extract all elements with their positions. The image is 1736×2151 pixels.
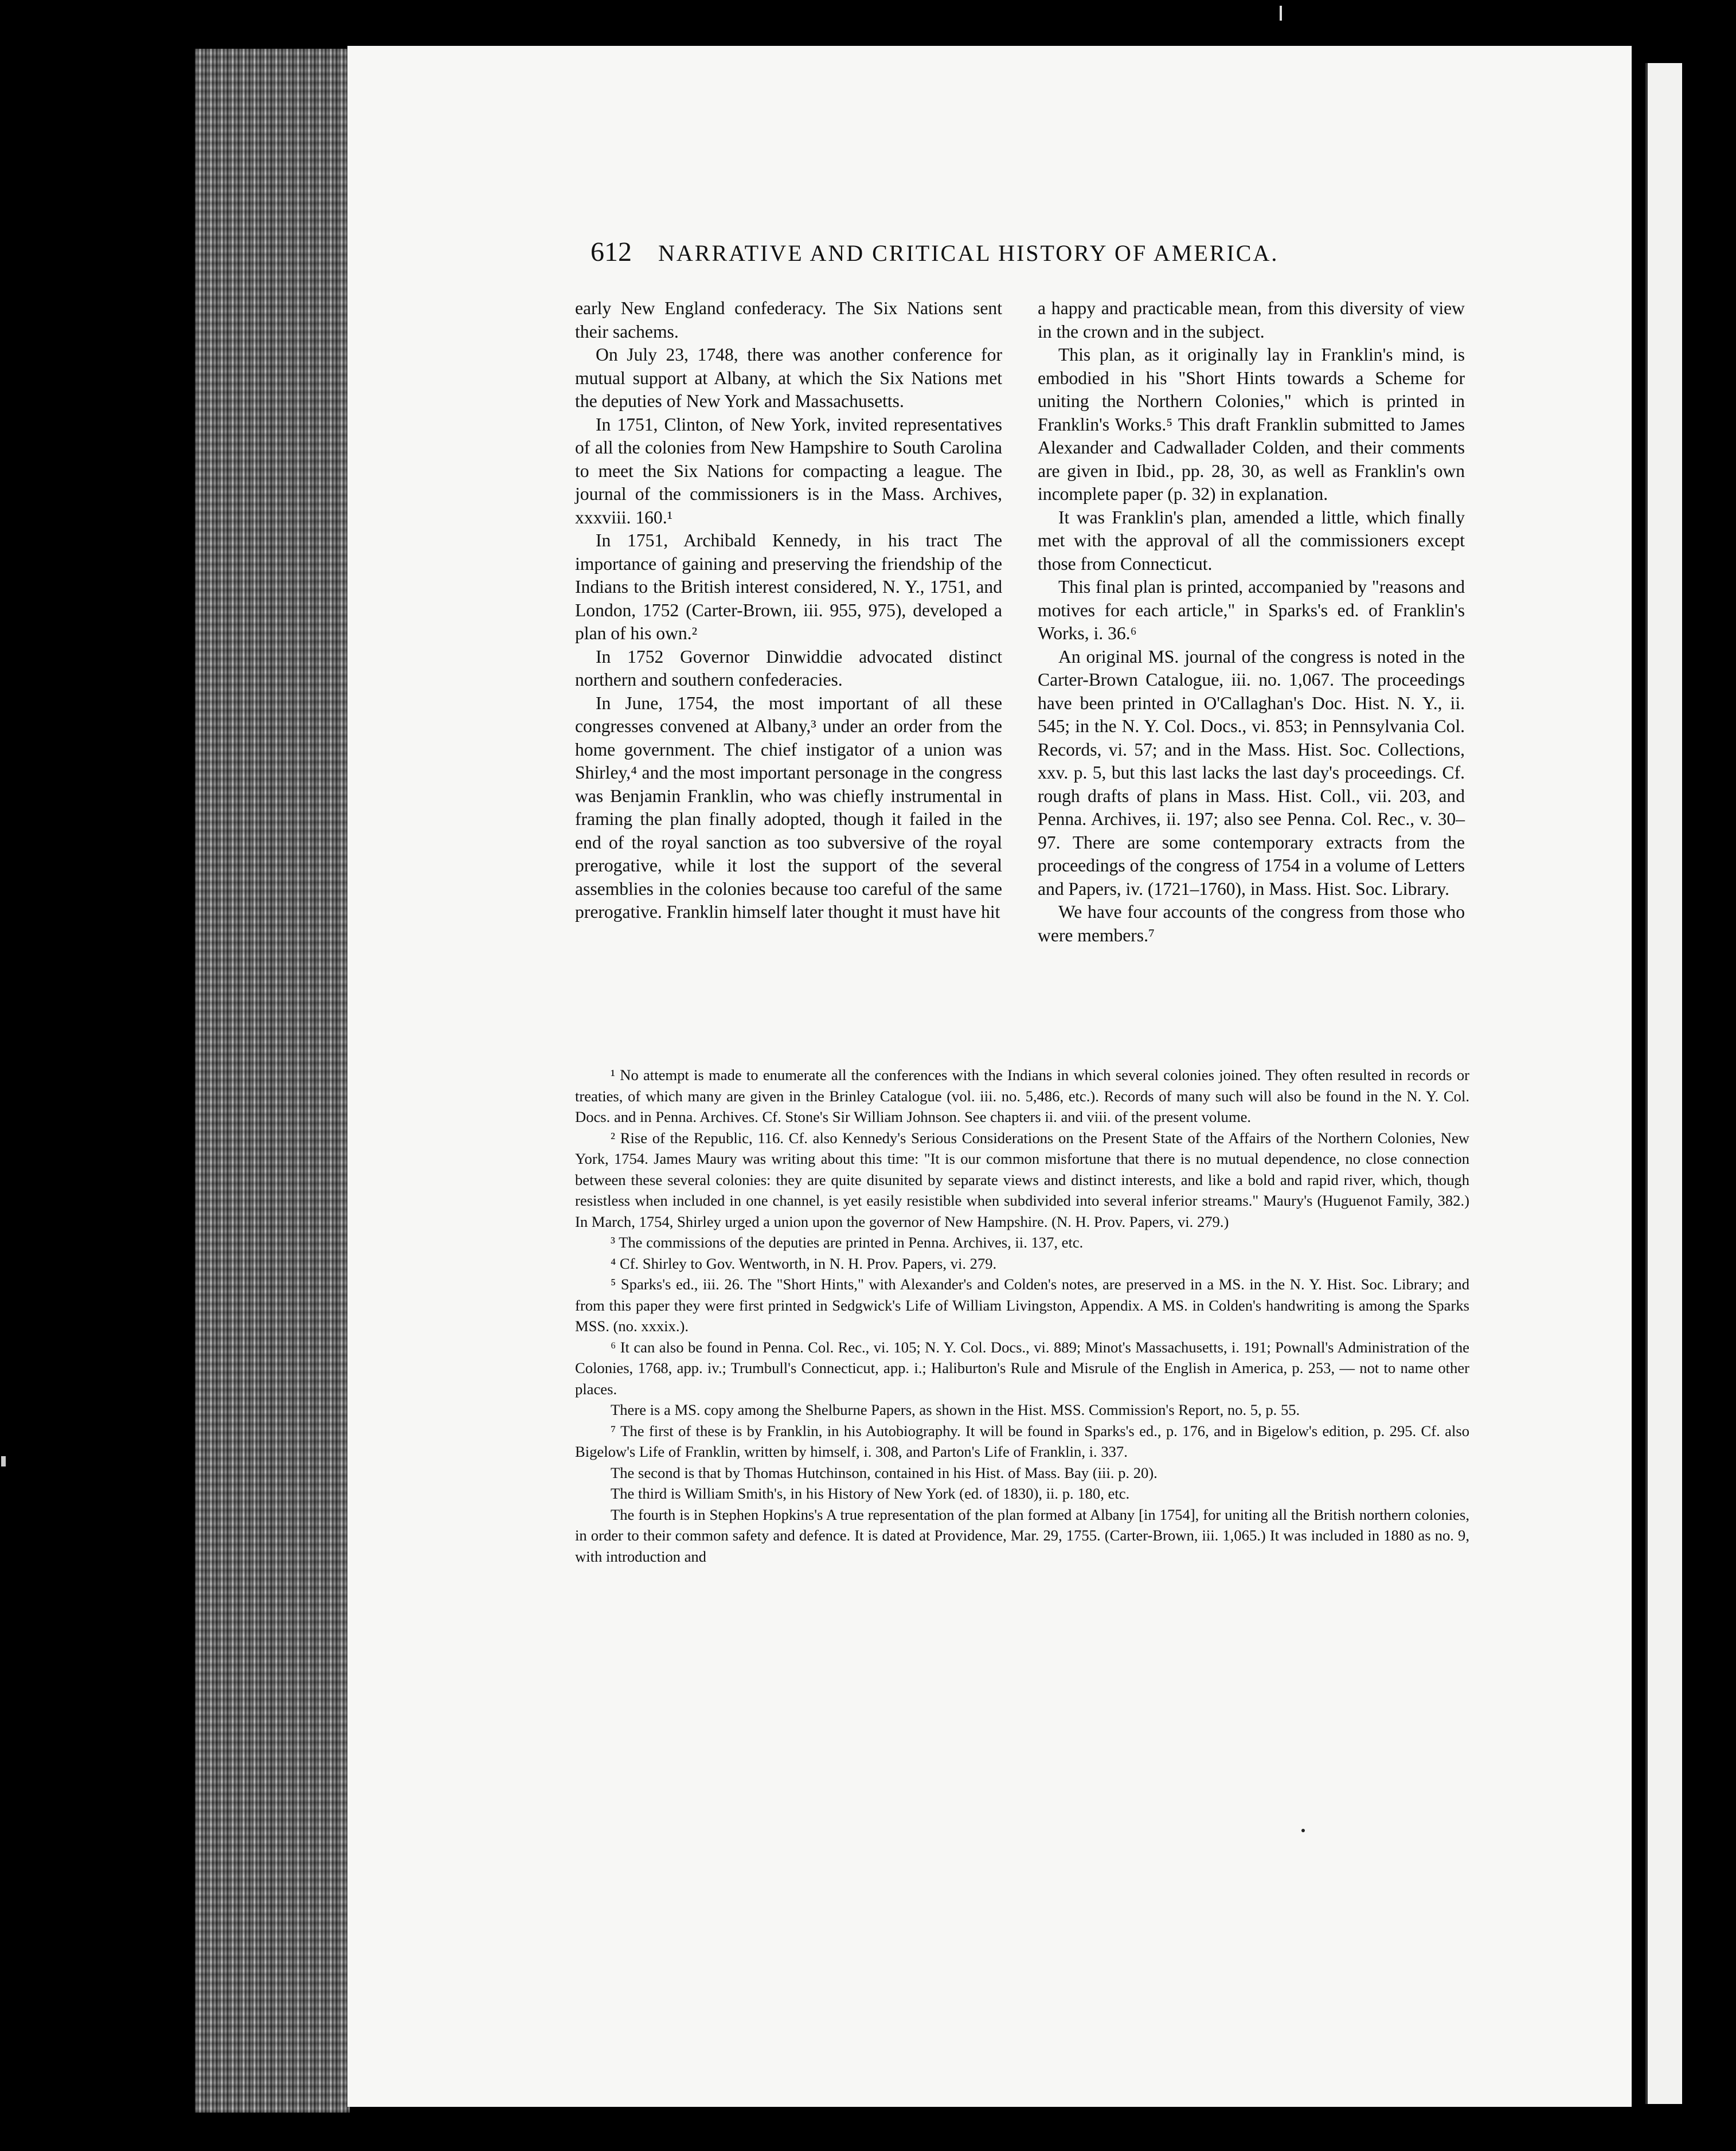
footnote: The third is William Smith's, in his History of New York (ed. of 1830), ii. p. 180, etc.: [611, 1485, 1130, 1502]
paragraph: early New England confederacy. The Six Nations sent their sachems.: [575, 298, 1002, 342]
paragraph: a happy and practicable mean, from this diversity of view in the crown and in the subject.: [1038, 298, 1465, 342]
paragraph: It was Franklin's plan, amended a little, which finally met with the approval of all the commissioners except those from Connecticut.: [1038, 507, 1465, 574]
facing-page-edge: [1645, 63, 1682, 2104]
book-page-edges: [195, 49, 350, 2113]
paragraph: In June, 1754, the most important of all these congresses convened at Albany,³ under an order from the home government. The chief instigator of a union was Shirley,⁴ and the most important personage in the congress was Benjamin Franklin, who was chiefly instrumental in framing the plan finally adopted, though it failed in the end of the royal sanction as too subversive of the royal prerogative, while it lost the support of the several assemblies in the colonies because too careful of the same prerogative. Franklin himself later thought it must have hit: [575, 693, 1002, 922]
footnote: ⁶ It can also be found in Penna. Col. Rec., vi. 105; N. Y. Col. Docs., vi. 889; Minot's Massachusetts, i. 191; Pownall's Administration of the Colonies, 1768, app. iv.; Trumbull's Connecticut, app. i.; Haliburton's Rule and Misrule of the English in America, p. 253, — not to name other places.: [575, 1338, 1469, 1398]
footnote: ⁷ The first of these is by Franklin, in his Autobiography. It will be found in Sparks's ed., p. 176, and in Bigelow's edition, p. 295. Cf. also Bigelow's Life of Franklin, written by himself, i. 308, and Parton's Life of Franklin, i. 337.: [575, 1422, 1469, 1460]
footnote: The fourth is in Stephen Hopkins's A true representation of the plan formed at Albany [in 1754], for uniting all the British northern colonies, in order to their common safety and defence. It is dated at Providence, Mar. 29, 1755. (Carter-Brown, iii. 1,065.) It was included in 1880 as no. 9, with introduction and: [575, 1505, 1469, 1565]
body-column-left: [575, 297, 1002, 924]
ink-speck: [1301, 1829, 1305, 1832]
footnote: ⁵ Sparks's ed., iii. 26. The "Short Hints," with Alexander's and Colden's notes, are preserved in a MS. in the N. Y. Hist. Soc. Library; and from this paper they were first printed in Sedgwick's Life of William Livingston, Appendix. A MS. in Colden's handwriting is among the Sparks MSS. (no. xxxix.).: [575, 1276, 1469, 1335]
scan-mark: [1280, 6, 1282, 21]
paragraph: This final plan is printed, accompanied by "reasons and motives for each article," in Sparks's ed. of Franklin's Works, i. 36.⁶: [1038, 577, 1465, 643]
paragraph: This plan, as it originally lay in Franklin's mind, is embodied in his "Short Hints towards a Scheme for uniting the Northern Colonies," which is printed in Franklin's Works.⁵ This draft Franklin submitted to James Alexander and Cadwallader Colden, and their comments are given in Ibid., pp. 28, 30, as well as Franklin's own incomplete paper (p. 32) in explanation.: [1038, 345, 1465, 504]
footnotes: [575, 1065, 1469, 1567]
scan-mark: [1, 1456, 6, 1466]
body-column-right: [1038, 297, 1465, 947]
footnote: ⁴ Cf. Shirley to Gov. Wentworth, in N. H. Prov. Papers, vi. 279.: [611, 1254, 997, 1272]
footnote: ² Rise of the Republic, 116. Cf. also Kennedy's Serious Considerations on the Present State of the Affairs of the Northern Colonies, New York, 1754. James Maury was writing about this time: "It is our common misfortune that there is no mutual dependence, no close connection between these several colonies: they are quite disunited by separate views and distinct interests, and like a bold and rapid river, which, though resistless when included in one channel, is yet easily resistible when subdivided into several inferior streams." Maury's (Huguenot Family, 382.) In March, 1754, Shirley urged a union upon the governor of New Hampshire. (N. H. Prov. Papers, vi. 279.): [575, 1129, 1469, 1230]
page-header: [591, 236, 1382, 276]
running-head: NARRATIVE AND CRITICAL HISTORY OF AMERICA.: [658, 240, 1279, 266]
footnote: ³ The commissions of the deputies are printed in Penna. Archives, ii. 137, etc.: [611, 1234, 1084, 1251]
footnote: ¹ No attempt is made to enumerate all the conferences with the Indians in which several colonies joined. They often resulted in records or treaties, of which many are given in the Brinley Catalogue (vol. iii. no. 5,486, etc.). Records of many such will also be found in the N. Y. Col. Docs. and in Penna. Archives. Cf. Stone's Sir William Johnson. See chapters ii. and viii. of the present volume.: [575, 1066, 1469, 1125]
footnote: There is a MS. copy among the Shelburne Papers, as shown in the Hist. MSS. Commission's Report, no. 5, p. 55.: [611, 1401, 1300, 1418]
paragraph: An original MS. journal of the congress is noted in the Carter-Brown Catalogue, iii. no. 1,067. The proceedings have been printed in O'Callaghan's Doc. Hist. N. Y., ii. 545; in the N. Y. Col. Docs., vi. 853; in Pennsylvania Col. Records, vi. 57; and in the Mass. Hist. Soc. Collections, xxv. p. 5, but this last lacks the last day's proceedings. Cf. rough drafts of plans in Mass. Hist. Coll., vii. 203, and Penna. Archives, ii. 197; also see Penna. Col. Rec., v. 30–97. There are some contemporary extracts from the proceedings of the congress of 1754 in a volume of Letters and Papers, iv. (1721–1760), in Mass. Hist. Soc. Library.: [1038, 646, 1465, 899]
paragraph: In 1752 Governor Dinwiddie advocated distinct northern and southern confederacies.: [575, 646, 1002, 690]
footnote: The second is that by Thomas Hutchinson, contained in his Hist. of Mass. Bay (iii. p. 20).: [611, 1464, 1158, 1481]
paragraph: We have four accounts of the congress from those who were members.⁷: [1038, 902, 1465, 945]
paragraph: In 1751, Clinton, of New York, invited representatives of all the colonies from New Hampshire to South Carolina to meet the Six Nations for compacting a league. The journal of the commissioners is in the Mass. Archives, xxxviii. 160.¹: [575, 414, 1002, 527]
paragraph: On July 23, 1748, there was another conference for mutual support at Albany, at which the Six Nations met the deputies of New York and Massachusetts.: [575, 345, 1002, 411]
page-number: 612: [591, 237, 632, 267]
paragraph: In 1751, Archibald Kennedy, in his tract The importance of gaining and preserving the friendship of the Indians to the British interest considered, N. Y., 1751, and London, 1752 (Carter-Brown, iii. 955, 975), developed a plan of his own.²: [575, 530, 1002, 643]
